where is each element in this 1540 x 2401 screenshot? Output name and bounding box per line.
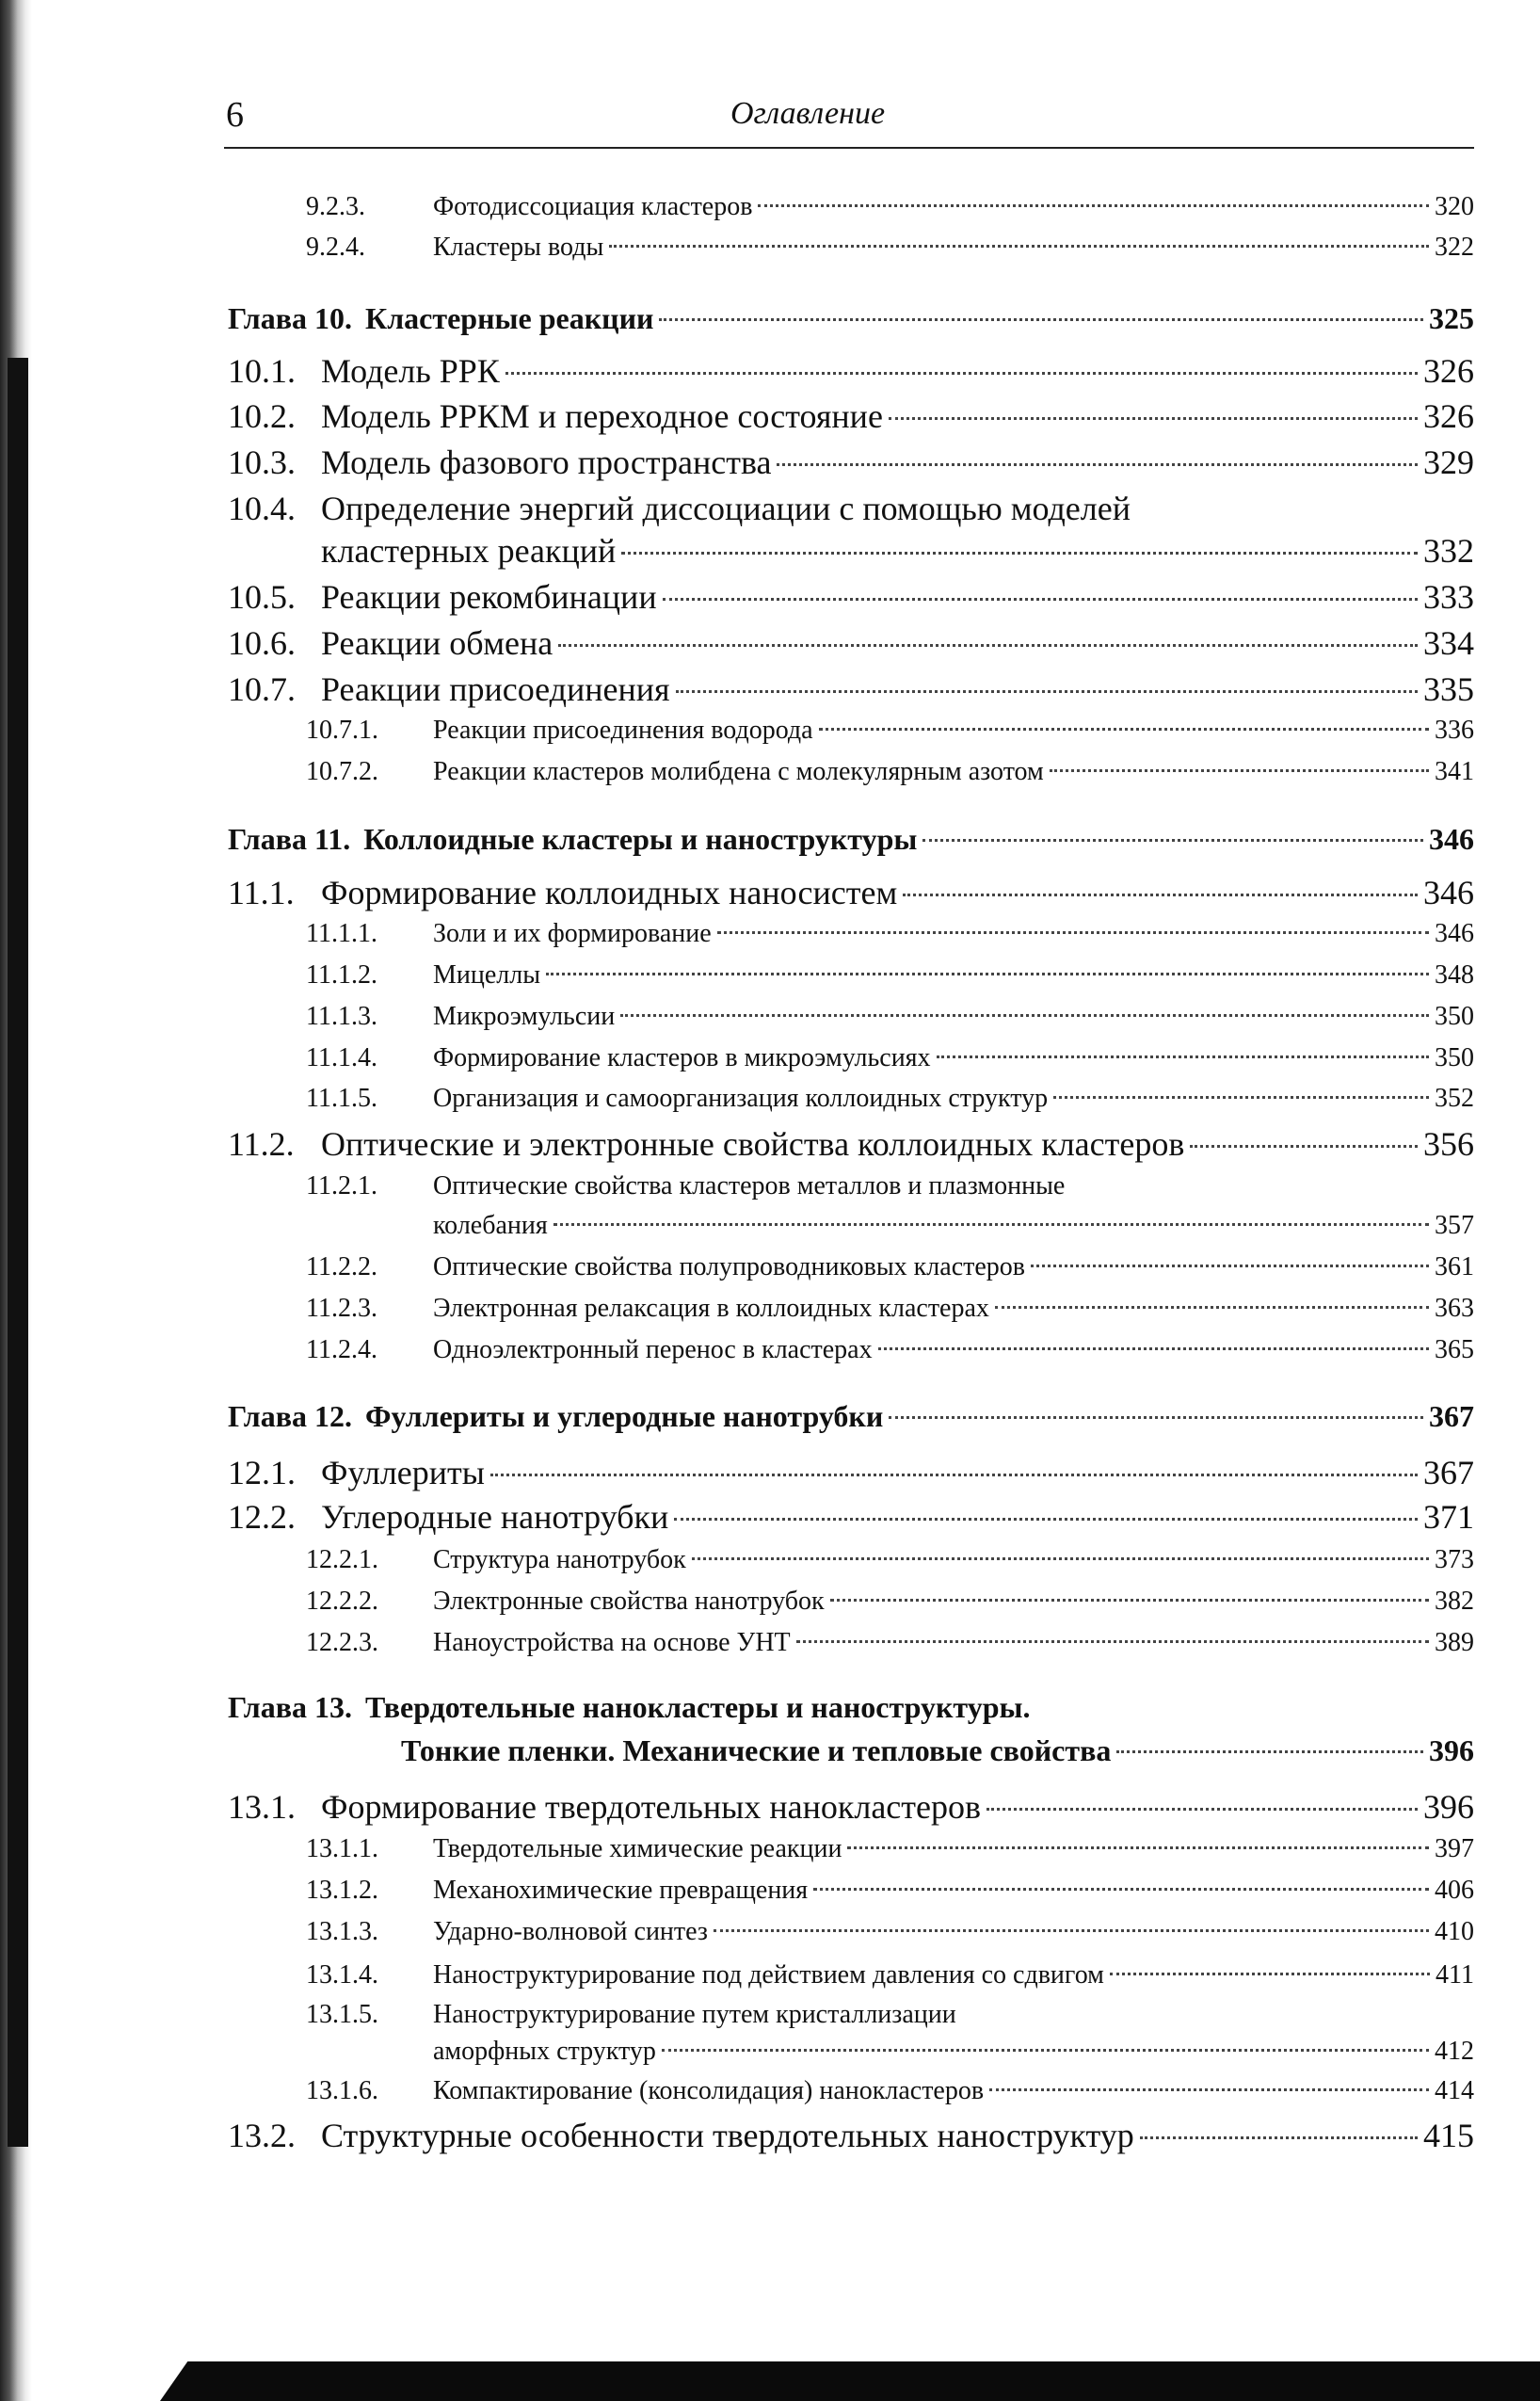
entry-number: 12.2.3. [306,1628,378,1657]
toc-entry[interactable] [228,485,1474,532]
toc-entry[interactable] [228,1783,1474,1830]
entry-title: Механохимические превращения [433,1876,809,1905]
toc-entry[interactable] [306,1537,1474,1584]
entry-title: Формирование твердотельных нанокластеров [321,1788,981,1826]
toc-entry[interactable] [306,707,1474,754]
dot-leader [662,2048,1429,2052]
entry-title: Реакции рекомбинации [321,578,657,616]
entry-page: 325 [1429,301,1474,335]
entry-page: 389 [1435,1628,1474,1657]
entry-number: 10.7. [228,670,296,708]
dot-leader [1053,1095,1429,1099]
dot-leader [692,1556,1429,1560]
dot-leader [676,689,1418,693]
dot-leader [659,317,1423,321]
dot-leader [989,2087,1429,2091]
dot-leader [1190,1144,1418,1148]
entry-number: 11.1. [228,874,295,911]
entry-title-continued: Тонкие пленки. Механические и тепловые свойства [401,1733,1112,1767]
dot-leader [995,1305,1429,1309]
entry-page: 412 [1435,2037,1474,2066]
toc-entry[interactable] [306,910,1474,958]
entry-title: Мицеллы [433,960,541,990]
toc-entry[interactable] [306,224,1474,271]
entry-title: Определение энергий диссоциации с помощью моделей [321,490,1131,527]
toc-entry[interactable] [228,666,1474,713]
toc-entry[interactable] [306,1327,1474,1374]
entry-page: 322 [1435,233,1474,262]
toc-entry[interactable] [228,1120,1474,1168]
entry-page: 367 [1429,1399,1474,1433]
entry-title: Электронная релаксация в коллоидных кластерах [433,1294,989,1323]
toc-entry[interactable] [306,993,1474,1040]
entry-title: Наноструктурирование путем кристаллизации [433,2000,956,2029]
entry-page: 356 [1423,1125,1474,1163]
entry-number: 9.2.4. [306,233,365,262]
chapter-entry[interactable] [228,295,1474,342]
entry-page: 371 [1423,1498,1474,1536]
running-title: Оглавление [730,96,886,131]
entry-title: Структурные особенности твердотельных наноструктур [321,2117,1134,2154]
entry-page: 414 [1435,2076,1474,2105]
toc-entry[interactable] [306,1578,1474,1625]
dot-leader [546,972,1429,975]
entry-number: 10.3. [228,443,296,481]
entry-title: Наноструктурирование под действием давления со сдвигом [433,1960,1104,1990]
entry-title: Коллоидные кластеры и наноструктуры [363,822,918,856]
entry-page: 336 [1435,716,1474,745]
toc-entry[interactable] [306,952,1474,999]
entry-title: Структура нанотрубок [433,1545,686,1574]
entry-number: Глава 11. [228,822,351,856]
dot-leader [758,203,1429,207]
entry-page: 406 [1435,1876,1474,1905]
dot-leader [1140,2135,1418,2139]
toc-entry[interactable] [306,1867,1474,1914]
dot-leader [889,416,1418,420]
entry-page: 396 [1429,1733,1474,1767]
entry-title: Оптические и электронные свойства коллоидных кластеров [321,1125,1185,1163]
entry-page: 346 [1429,822,1474,856]
toc-entry[interactable] [228,2112,1474,2159]
entry-page: 329 [1423,443,1474,481]
dot-leader [1110,1972,1430,1975]
entry-title: Фотодиссоциация кластеров [433,192,753,221]
entry-number: 13.1.3. [306,1917,378,1946]
entry-number: 10.7.1. [306,716,378,745]
entry-number: 11.1.4. [306,1043,377,1072]
dot-leader [777,462,1418,466]
entry-page: 397 [1435,1834,1474,1863]
entry-title: Оптические свойства полупроводниковых кластеров [433,1252,1026,1281]
toc-entry[interactable] [228,1449,1474,1496]
dot-leader [674,1517,1418,1521]
toc-entry[interactable] [306,1909,1474,1956]
entry-title: Формирование кластеров в микроэмульсиях [433,1043,931,1072]
entry-title-continued: аморфных структур [433,2037,656,2066]
entry-title-continued: кластерных реакций [321,532,617,570]
toc-entry[interactable] [228,573,1474,620]
dot-leader [609,244,1429,248]
entry-title: Реакции обмена [321,624,553,662]
dot-leader [937,1055,1429,1058]
toc-entry[interactable] [306,1075,1474,1122]
entry-page: 415 [1423,2117,1474,2154]
entry-number: 12.2. [228,1498,296,1536]
dot-leader [1031,1264,1429,1267]
dot-leader [889,1415,1423,1419]
toc-entry[interactable] [306,1285,1474,1332]
entry-number: 12.2.1. [306,1545,378,1574]
entry-page: 350 [1435,1002,1474,1031]
dot-leader [663,597,1418,601]
entry-page: 335 [1423,670,1474,708]
entry-number: 11.1.2. [306,960,377,990]
dot-leader [1050,768,1429,772]
entry-title: Реакции кластеров молибдена с молекулярным азотом [433,757,1044,786]
entry-number: 10.4. [228,490,296,527]
entry-title: Одноэлектронный перенос в кластерах [433,1335,873,1364]
entry-number: 12.2.2. [306,1587,378,1616]
dot-leader [922,838,1423,842]
entry-number: 10.2. [228,397,296,435]
entry-title: Модель РРКМ и переходное состояние [321,397,883,435]
entry-number: 10.7.2. [306,757,378,786]
entry-title: Микроэмульсии [433,1002,616,1031]
page-number: 6 [226,95,244,135]
entry-title: Ударно-волновой синтез [433,1917,708,1946]
entry-page: 396 [1423,1788,1474,1826]
entry-title: Кластеры воды [433,233,604,262]
toc-entry[interactable] [228,347,1474,395]
dot-leader [830,1598,1429,1602]
chapter-entry[interactable] [228,1393,1474,1440]
dot-leader [621,551,1418,555]
toc-entry[interactable] [306,1826,1474,1873]
dot-leader [714,1928,1429,1932]
entry-number: 10.1. [228,352,296,390]
entry-number: 12.1. [228,1454,296,1491]
entry-title: Оптические свойства кластеров металлов и плазмонные [433,1171,1066,1200]
entry-title: Наноустройства на основе УНТ [433,1628,791,1657]
toc-entry[interactable] [228,620,1474,667]
entry-page: 352 [1435,1084,1474,1113]
entry-page: 334 [1423,624,1474,662]
entry-number: 13.1.5. [306,2000,378,2029]
entry-number: 11.2.4. [306,1335,377,1364]
entry-number: 13.1.2. [306,1876,378,1905]
entry-number: 10.6. [228,624,296,662]
dot-leader [819,727,1429,731]
toc-entry[interactable] [228,439,1474,486]
entry-number: 9.2.3. [306,192,365,221]
toc-entry[interactable] [306,749,1474,796]
entry-number: 10.5. [228,578,296,616]
entry-title: Твердотельные химические реакции [433,1834,842,1863]
dot-leader [878,1346,1429,1350]
toc-entry[interactable] [228,1493,1474,1540]
entry-number: 13.1.1. [306,1834,378,1863]
entry-title: Фуллериты [321,1454,485,1491]
entry-title: Углеродные нанотрубки [321,1498,669,1536]
entry-title: Фуллериты и углеродные нанотрубки [364,1399,884,1433]
header-rule [224,147,1474,149]
dot-leader [558,643,1418,647]
entry-page: 361 [1435,1252,1474,1281]
entry-page: 326 [1423,397,1474,435]
entry-page: 346 [1423,874,1474,911]
entry-title: Кластерные реакции [364,301,654,335]
dot-leader [847,1845,1429,1849]
entry-number: 11.1.5. [306,1084,377,1113]
entry-page: 348 [1435,960,1474,990]
entry-title: Формирование коллоидных наносистем [321,874,898,911]
entry-page: 346 [1435,919,1474,948]
toc-entry[interactable] [306,2068,1474,2115]
entry-number: 13.1.6. [306,2076,378,2105]
entry-page: 326 [1423,352,1474,390]
entry-page: 332 [1423,532,1474,570]
entry-page: 320 [1435,192,1474,221]
entry-title: Модель фазового пространства [321,443,772,481]
entry-number: Глава 10. [228,301,352,335]
entry-number: 11.1.1. [306,919,377,948]
entry-number: 13.1. [228,1788,296,1826]
entry-number: 13.2. [228,2117,296,2154]
dot-leader [987,1807,1418,1811]
dot-leader [813,1887,1429,1891]
toc-entry[interactable] [228,869,1474,916]
scan-edge-shadow [8,358,28,2147]
entry-page: 365 [1435,1335,1474,1364]
toc-entry[interactable] [321,527,1474,574]
entry-page: 411 [1436,1960,1474,1990]
entry-number: 11.1.3. [306,1002,377,1031]
entry-page: 382 [1435,1587,1474,1616]
toc-entry[interactable] [306,1244,1474,1291]
dot-leader [796,1639,1429,1643]
dot-leader [490,1473,1418,1476]
chapter-entry[interactable] [401,1727,1474,1774]
entry-page: 363 [1435,1294,1474,1323]
toc-entry[interactable] [306,1619,1474,1667]
dot-leader [553,1222,1429,1226]
entry-title: Реакции присоединения [321,670,670,708]
chapter-entry[interactable] [228,815,1474,862]
entry-title: Золи и их формирование [433,919,712,948]
entry-number: 11.2.1. [306,1171,377,1200]
entry-title: Модель РРК [321,352,500,390]
entry-number: Глава 13. [228,1690,352,1724]
entry-page: 410 [1435,1917,1474,1946]
entry-page: 341 [1435,757,1474,786]
entry-title: Твердотельные нанокластеры и наноструктуры. [364,1690,1031,1724]
entry-number: 11.2. [228,1125,295,1163]
dot-leader [620,1013,1429,1017]
entry-title: Компактирование (консолидация) нанокластеров [433,2076,985,2105]
toc-entry[interactable] [228,393,1474,440]
dot-leader [1116,1749,1423,1753]
entry-title: Реакции присоединения водорода [433,716,813,745]
dot-leader [717,930,1429,934]
chapter-entry[interactable] [228,1684,1474,1731]
entry-title-continued: колебания [433,1211,548,1240]
dot-leader [505,371,1418,375]
entry-page: 357 [1435,1211,1474,1240]
entry-number: Глава 12. [228,1399,352,1433]
entry-number: 11.2.2. [306,1252,377,1281]
toc-entry[interactable] [433,1202,1474,1249]
entry-page: 373 [1435,1545,1474,1574]
dot-leader [903,893,1418,896]
entry-title: Электронные свойства нанотрубок [433,1587,825,1616]
entry-page: 350 [1435,1043,1474,1072]
entry-number: 13.1.4. [306,1960,378,1990]
entry-number: 11.2.3. [306,1294,377,1323]
scan-edge-bottom [160,2361,1540,2401]
entry-title: Организация и самоорганизация коллоидных структур [433,1084,1049,1113]
entry-page: 333 [1423,578,1474,616]
entry-page: 367 [1423,1454,1474,1491]
